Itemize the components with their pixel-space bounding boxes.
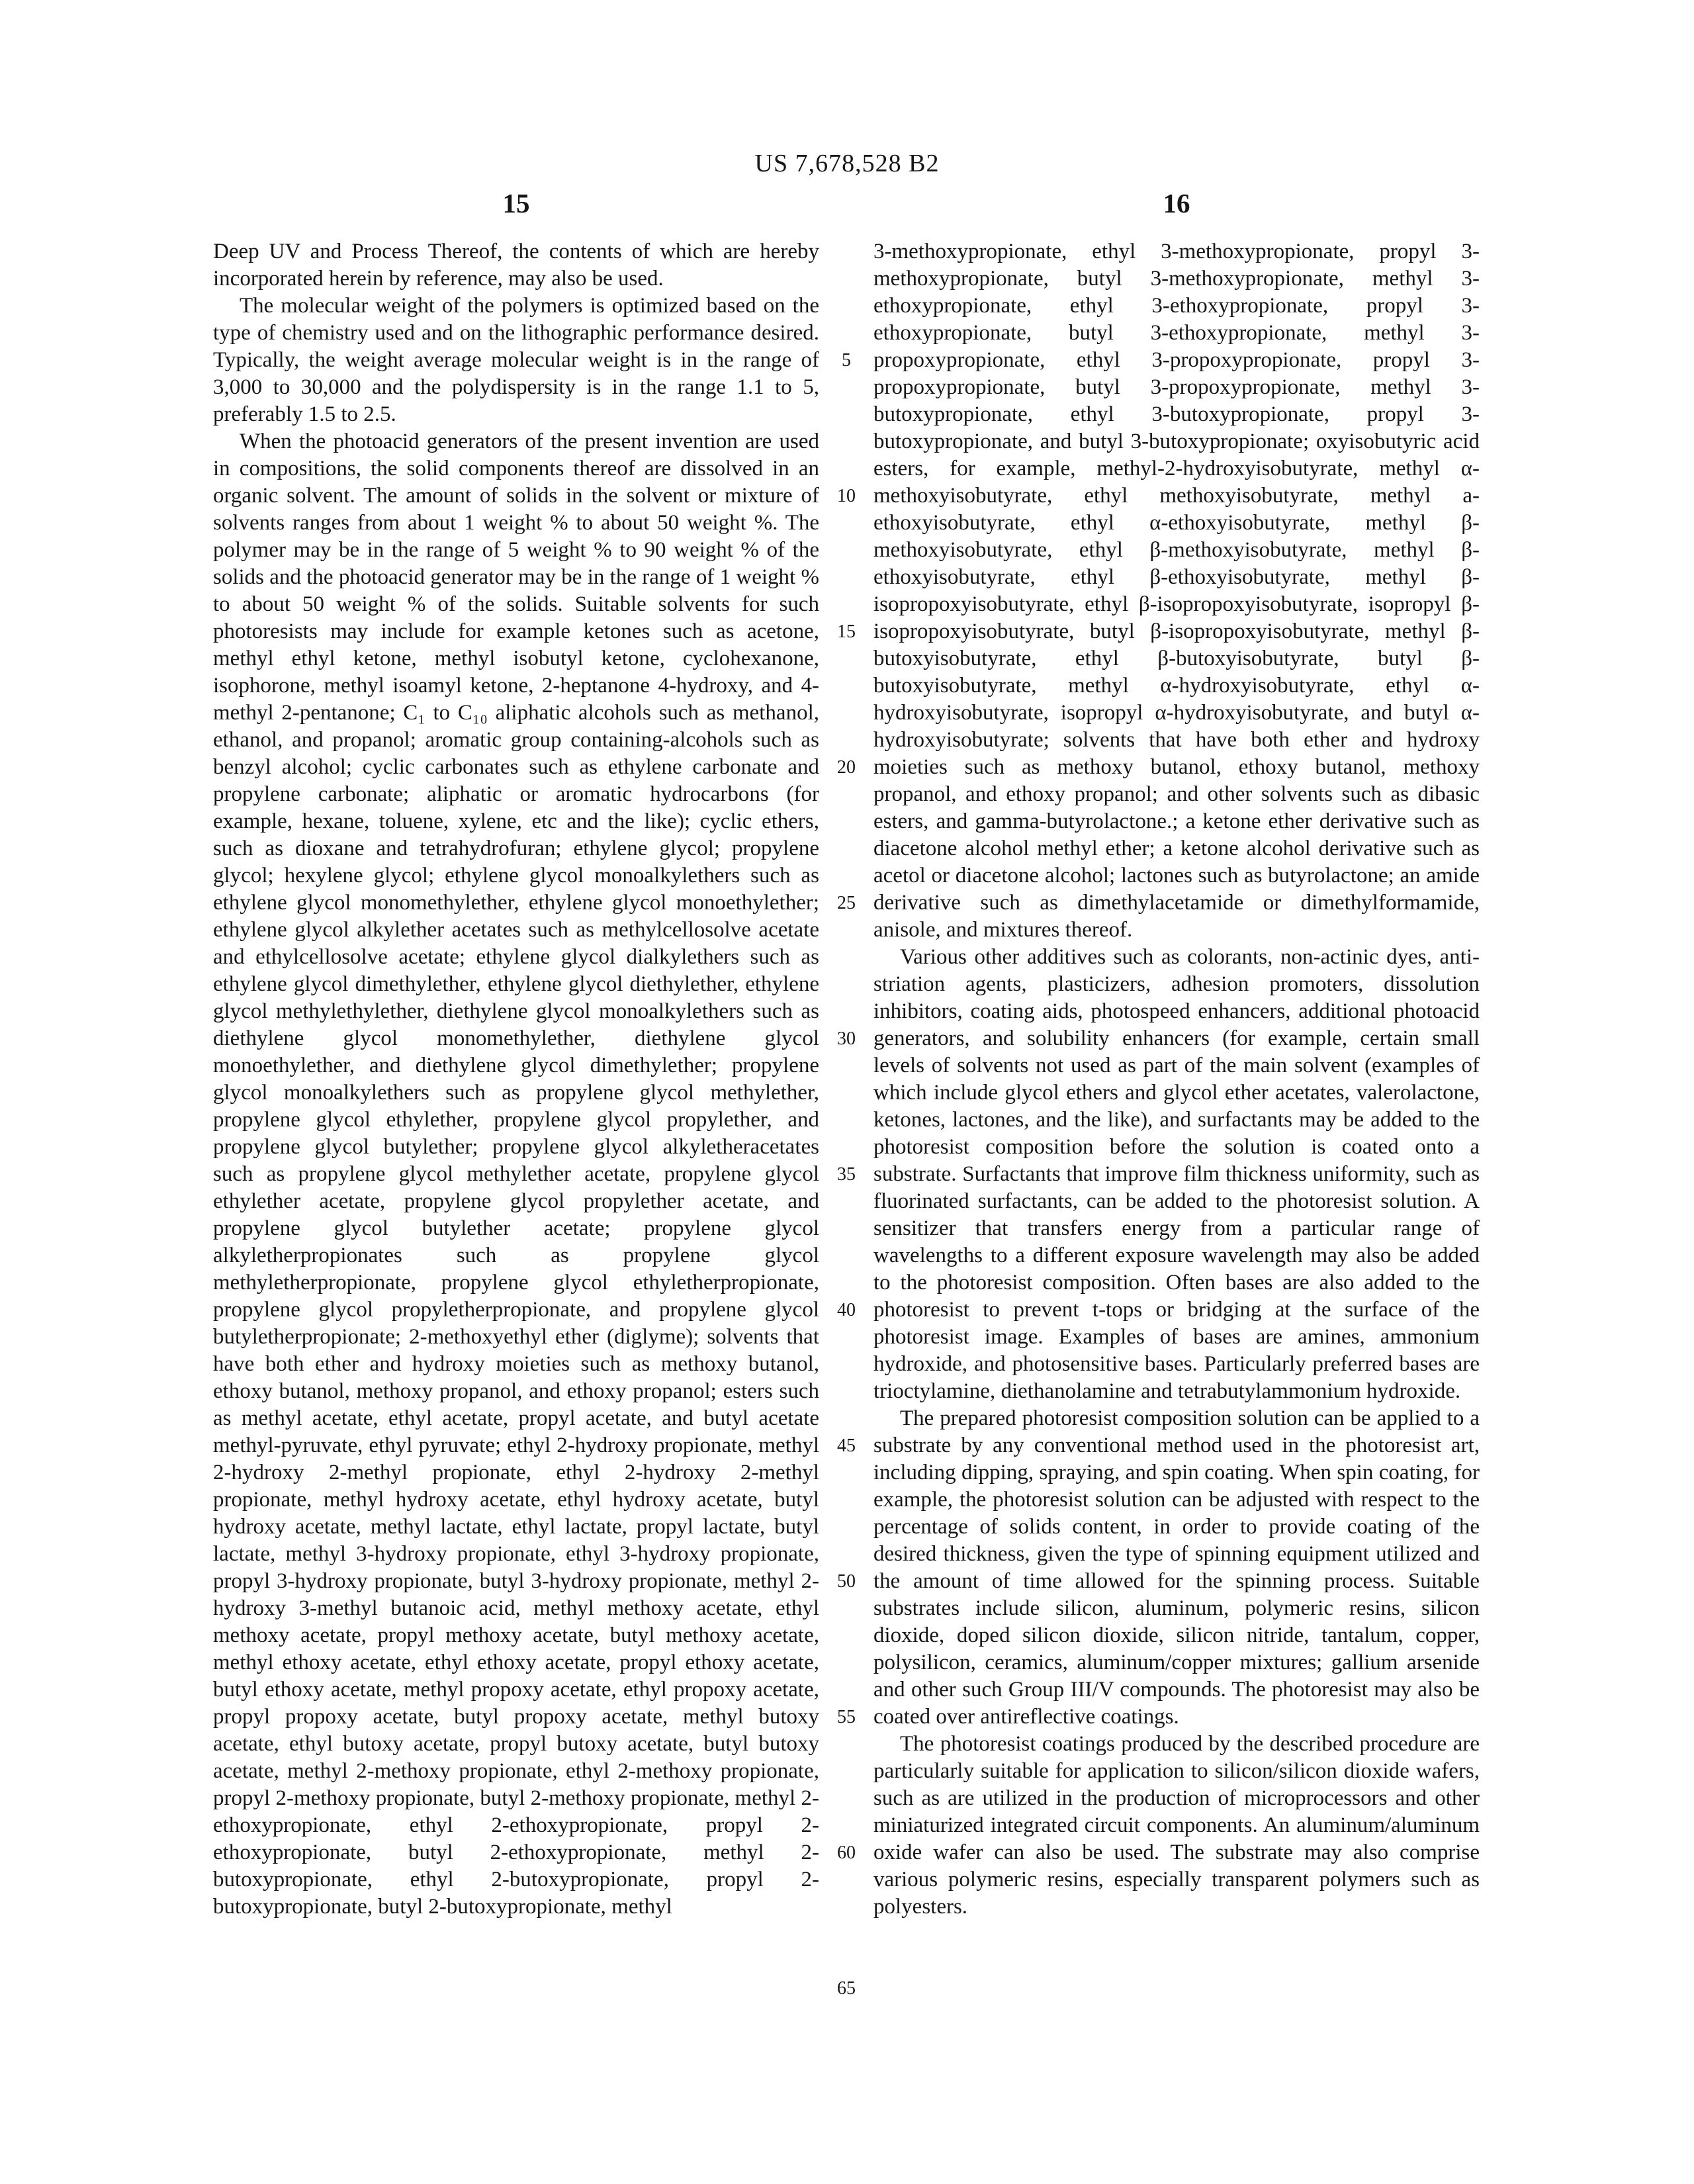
line-number: 55 [837,1707,856,1727]
line-number: 60 [837,1843,856,1863]
line-number: 20 [837,757,856,778]
paragraph: The photoresist coatings produced by the described procedure are particularly suitable for application to silicon/silicon dioxide wafers, such as are utilized in the production of microprocessors and other miniaturized integrated circuit components. An aluminum/aluminum oxide wafer can also be used. The substrate may also comprise various polymeric resins, especially transparent polymers such as polyesters. [873,1732,1480,1919]
paragraph: The molecular weight of the polymers is optimized based on the type of chemistry used and on the lithographic performance desired. Typically, the weight average molecular weight is in the range of 3,000 to 30,000 and the polydispersity is in the range 1.1 to 5, preferably 1.5 to 2.5. [213,294,819,426]
line-number: 10 [837,486,856,506]
column-number-right: 16 [1163,188,1190,218]
line-number: 25 [837,893,856,913]
patent-number: US 7,678,528 B2 [754,150,940,177]
line-number: 35 [837,1164,856,1185]
line-number: 65 [837,1978,856,1999]
column-15 [213,238,819,1921]
paragraph: Various other additives such as colorants, non-actinic dyes, anti-striation agents, plasticizers, adhesion promoters, dissolution inhibitors, coating aids, photospeed enhancers, additional photoacid generators, and solubility enhancers (for example, certain small levels of solvents not used as part of the main solvent (examples of which include glycol ethers and glycol ether acetates, valerolactone, ketones, lactones, and the like), and surfactants may be added to the photoresist composition before the solution is coated onto a substrate. Surfactants that improve film thickness uniformity, such as fluorinated surfactants, can be added to the photoresist solution. A sensitizer that transfers energy from a particular range of wavelengths to a different exposure wavelength may also be added to the photoresist composition. Often bases are also added to the photoresist to prevent t-tops or bridging at the surface of the photoresist image. Examples of bases are amines, ammonium hydroxide, and photosensitive bases. Particularly preferred bases are trioctylamine, diethanolamine and tetrabutylammonium hydroxide. [873,945,1480,1403]
line-number: 5 [842,350,851,371]
line-number: 40 [837,1300,856,1320]
line-number: 15 [837,621,856,642]
line-number: 30 [837,1028,856,1049]
paragraph: 3-methoxypropionate, ethyl 3-methoxypropionate, propyl 3-methoxypropionate, butyl 3-methoxypropionate, methyl 3-ethoxypropionate, ethyl 3-ethoxypropionate, propyl 3-ethoxypropionate, butyl 3-ethoxypropionate, methyl 3-propoxypropionate, ethyl 3-propoxypropionate, propyl 3-propoxypropionate, butyl 3-propoxypropionate, methyl 3-butoxypropionate, ethyl 3-butoxypropionate, propyl 3-butoxypropionate, and butyl 3-butoxypropionate; oxyisobutyric acid esters, for example, methyl-2-hydroxyisobutyrate, methyl α-methoxyisobutyrate, ethyl methoxyisobutyrate, methyl a-ethoxyisobutyrate, ethyl α-ethoxyisobutyrate, methyl β-methoxyisobutyrate, ethyl β-methoxyisobutyrate, methyl β-ethoxyisobutyrate, ethyl β-ethoxyisobutyrate, methyl β-isopropoxyisobutyrate, ethyl β-isopropoxyisobutyrate, isopropyl β-isopropoxyisobutyrate, butyl β-isopropoxyisobutyrate, methyl β-butoxyisobutyrate, ethyl β-butoxyisobutyrate, butyl β-butoxyisobutyrate, methyl α-hydroxyisobutyrate, ethyl α-hydroxyisobutyrate, isopropyl α-hydroxyisobutyrate, and butyl α-hydroxyisobutyrate; solvents that have both ether and hydroxy moieties such as methoxy butanol, ethoxy butanol, methoxy propanol, and ethoxy propanol; and other solvents such as dibasic esters, and gamma-butyrolactone.; a ketone ether derivative such as diacetone alcohol methyl ether; a ketone alcohol derivative such as acetol or diacetone alcohol; lactones such as butyrolactone; an amide derivative such as dimethylacetamide or dimethylformamide, anisole, and mixtures thereof. [873,240,1480,942]
paragraph: Deep UV and Process Thereof, the contents of which are hereby incorporated herein by reference, may also be used. [213,240,819,291]
line-number: 45 [837,1435,856,1456]
column-number-left: 15 [502,188,530,218]
paragraph: The prepared photoresist composition solution can be applied to a substrate by any conventional method used in the photoresist art, including dipping, spraying, and spin coating. When spin coating, for example, the photoresist solution can be adjusted with respect to the percentage of solids content, in order to provide coating of the desired thickness, given the type of spinning equipment utilized and the amount of time allowed for the spinning process. Suitable substrates include silicon, aluminum, polymeric resins, silicon dioxide, doped silicon dioxide, silicon nitride, tantalum, copper, polysilicon, ceramics, aluminum/copper mixtures; gallium arsenide and other such Group III/V compounds. The photoresist may also be coated over antireflective coatings. [873,1406,1480,1729]
column-16 [873,238,1480,1921]
line-number: 50 [837,1571,856,1592]
paragraph: When the photoacid generators of the present invention are used in compositions, the solid components thereof are dissolved in an organic solvent. The amount of solids in the solvent or mixture of solvents ranges from about 1 weight % to about 50 weight %. The polymer may be in the range of 5 weight % to 90 weight % of the solids and the photoacid generator may be in the range of 1 weight % to about 50 weight % of the solids. Suitable solvents for such photoresists may include for example ketones such as acetone, methyl ethyl ketone, methyl isobutyl ketone, cyclohexanone, isophorone, methyl isoamyl ketone, 2-heptanone 4-hydroxy, and 4-methyl 2-pentanone; C₁ to C₁₀ aliphatic alcohols such as methanol, ethanol, and propanol; aromatic group containing-alcohols such as benzyl alcohol; cyclic carbonates such as ethylene carbonate and propylene carbonate; aliphatic or aromatic hydrocarbons (for example, hexane, toluene, xylene, etc and the like); cyclic ethers, such as dioxane and tetrahydrofuran; ethylene glycol; propylene glycol; hexylene glycol; ethylene glycol monoalkylethers such as ethylene glycol monomethylether, ethylene glycol monoethylether; ethylene glycol alkylether acetates such as methylcellosolve acetate and ethylcellosolve acetate; ethylene glycol dialkylethers such as ethylene glycol dimethylether, ethylene glycol diethylether, ethylene glycol methylethylether, diethylene glycol monoalkylethers such as diethylene glycol monomethylether, diethylene glycol monoethylether, and diethylene glycol dimethylether; propylene glycol monoalkylethers such as propylene glycol methylether, propylene glycol ethylether, propylene glycol propylether, and propylene glycol butylether; propylene glycol alkyletheracetates such as propylene glycol methylether acetate, propylene glycol ethylether acetate, propylene glycol propylether acetate, and propylene glycol butylether acetate; propylene glycol alkyletherpropionates such as propylene glycol methyletherpropionate, propylene glycol ethyletherpropionate, propylene glycol propyletherpropionate, and propylene glycol butyletherpropionate; 2-methoxyethyl ether (diglyme); solvents that have both ether and hydroxy moieties such as methoxy butanol, ethoxy butanol, methoxy propanol, and ethoxy propanol; esters such as methyl acetate, ethyl acetate, propyl acetate, and butyl acetate methyl-pyruvate, ethyl pyruvate; ethyl 2-hydroxy propionate, methyl 2-hydroxy 2-methyl propionate, ethyl 2-hydroxy 2-methyl propionate, methyl hydroxy acetate, ethyl hydroxy acetate, butyl hydroxy acetate, methyl lactate, ethyl lactate, propyl lactate, butyl lactate, methyl 3-hydroxy propionate, ethyl 3-hydroxy propionate, propyl 3-hydroxy propionate, butyl 3-hydroxy propionate, methyl 2-hydroxy 3-methyl butanoic acid, methyl methoxy acetate, ethyl methoxy acetate, propyl methoxy acetate, butyl methoxy acetate, methyl ethoxy acetate, ethyl ethoxy acetate, propyl ethoxy acetate, butyl ethoxy acetate, methyl propoxy acetate, ethyl propoxy acetate, propyl propoxy acetate, butyl propoxy acetate, methyl butoxy acetate, ethyl butoxy acetate, propyl butoxy acetate, butyl butoxy acetate, methyl 2-methoxy propionate, ethyl 2-methoxy propionate, propyl 2-methoxy propionate, butyl 2-methoxy propionate, methyl 2-ethoxypropionate, ethyl 2-ethoxypropionate, propyl 2-ethoxypropionate, butyl 2-ethoxypropionate, methyl 2-butoxypropionate, ethyl 2-butoxypropionate, propyl 2-butoxypropionate, butyl 2-butoxypropionate, methyl [213,430,819,1919]
